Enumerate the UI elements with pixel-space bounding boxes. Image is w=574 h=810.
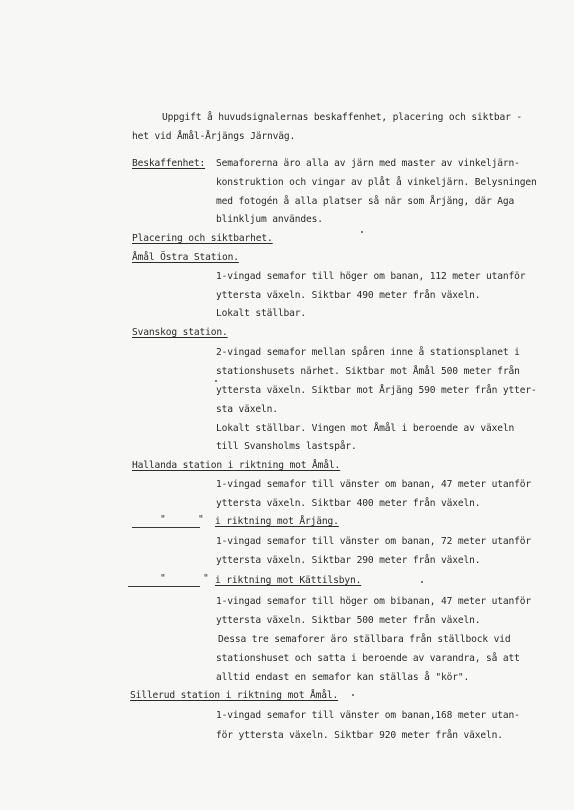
beskaffenhet-label: Beskaffenhet: (132, 158, 206, 169)
hallanda-amal-line-1: 1-vingad semafor till vänster om banan, 47 meter utanför (216, 479, 532, 490)
svanskog-line-1: 2-vingad semafor mellan spåren inne å stationsplanet i (216, 347, 520, 358)
ditto-mark: " (198, 514, 204, 525)
paper-speck (361, 231, 363, 233)
svanskog-heading: Svanskog station. (132, 327, 228, 338)
sillerud-line-1: 1-vingad semafor till vänster om banan,168 meter utan- (216, 710, 520, 721)
svanskog-line-6: till Svansholms lastspår. (216, 441, 357, 452)
hallanda-arjang-heading: i riktning mot Årjäng. (215, 516, 339, 527)
svanskog-line-5: Lokalt ställbar. Vingen mot Åmål i beroende av växeln (216, 423, 515, 434)
svanskog-line-4: sta växeln. (216, 404, 278, 415)
hallanda-kattilsbyn-line-1: 1-vingad semafor till höger om bibanan, 47 meter utanför (216, 596, 532, 607)
beskaffenhet-line-4: blinkljum användes. (216, 214, 323, 225)
hallanda-arjang-line-2: yttersta växeln. Siktbar 290 meter från växeln. (216, 555, 481, 566)
svanskog-line-3: yttersta växeln. Siktbar mot Årjäng 590 meter från ytter- (216, 385, 537, 396)
svanskog-line-2: stationshusets närhet. Siktbar mot Åmål 500 meter från (216, 366, 520, 377)
beskaffenhet-line-3: med fotogén å alla platser så när som Årjäng, där Aga (216, 196, 515, 207)
beskaffenhet-line-1: Semaforerna äro alla av järn med master av vinkeljärn- (216, 158, 520, 169)
ditto-mark: " (160, 573, 166, 584)
hallanda-kattilsbyn-line-3: Dessa tre semaforer äro ställbara från ställbock vid (218, 634, 511, 645)
ditto-mark: " (203, 573, 209, 584)
ditto-mark: " (160, 514, 166, 525)
placering-heading: Placering och siktbarhet. (132, 233, 273, 244)
amal-line-3: Lokalt ställbar. (216, 308, 307, 319)
hallanda-amal-line-2: yttersta växeln. Siktbar 400 meter från växeln. (216, 498, 481, 509)
hallanda-kattilsbyn-line-5: alltid endast en semafor kan ställas å "kör". (216, 672, 470, 683)
ditto-dash (168, 586, 200, 587)
paper-speck (421, 581, 423, 583)
intro-line-1: Uppgift å huvudsignalernas beskaffenhet, placering och siktbar - (162, 112, 523, 123)
sillerud-heading: Sillerud station i riktning mot Åmål. (130, 690, 339, 701)
hallanda-kattilsbyn-heading: i riktning mot Kättilsbyn. (215, 575, 362, 586)
paper-speck (215, 380, 217, 382)
hallanda-arjang-line-1: 1-vingad semafor till vänster om banan, 72 meter utanför (216, 536, 532, 547)
paper-speck (352, 694, 354, 696)
hallanda-kattilsbyn-line-4: stationshuset och satta i beroende av varandra, så att (216, 653, 520, 664)
sillerud-line-2: för yttersta växeln. Siktbar 920 meter från växeln. (216, 730, 503, 741)
ditto-dash (168, 527, 200, 528)
amal-ostra-heading: Åmål Östra Station. (132, 252, 239, 263)
beskaffenhet-line-2: konstruktion och vingar av plåt å vinkeljärn. Belysningen (216, 177, 537, 188)
amal-line-2: yttersta växeln. Siktbar 490 meter från växeln. (216, 290, 481, 301)
hallanda-amal-heading: Hallanda station i riktning mot Åmål. (132, 460, 341, 471)
hallanda-kattilsbyn-line-2: yttersta växeln. Siktbar 500 meter från växeln. (216, 615, 481, 626)
amal-line-1: 1-vingad semafor till höger om banan, 112 meter utanför (216, 271, 526, 282)
intro-line-2: het vid Åmål-Årjängs Järnväg. (132, 131, 296, 142)
